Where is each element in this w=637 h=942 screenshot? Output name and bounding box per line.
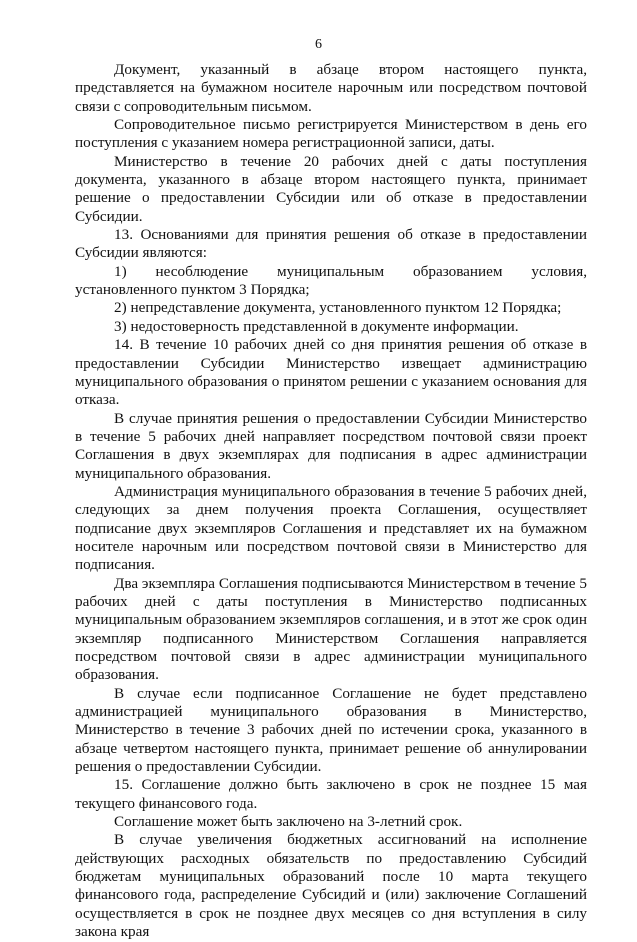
paragraph-refusal-notice: 14. В течение 10 рабочих дней со дня принятия решения об отказе в предоставлении Субсидии Министерство извещает администрацию муниципального образования о принятом решении с указанием основания для отказа. <box>75 336 587 409</box>
paragraph-ministry-signing: Два экземпляра Соглашения подписываются Министерством в течение 5 рабочих дней с даты поступления в Министерство подписанных муниципальным образованием экземпляров соглашения, и в этот же срок один экземпляр подписанного Министерством Соглашения направляется посредством почтовой связи в адрес администрации муниципального образования. <box>75 574 587 684</box>
document-body <box>75 61 587 942</box>
list-item-refusal-ground-3: 3) недостоверность представленной в документе информации. <box>114 317 519 335</box>
paragraph-agreement-deadline: 15. Соглашение должно быть заключено в срок не позднее 15 мая текущего финансового года. <box>75 776 587 812</box>
paragraph-ministry-decision: Министерство в течение 20 рабочих дней с даты поступления документа, указанного в абзаце втором настоящего пункта, принимает решение о предоставлении Субсидии или об отказе в предоставлении Субсидии. <box>75 152 587 225</box>
paragraph-agreement-draft: В случае принятия решения о предоставлении Субсидии Министерство в течение 5 рабочих дней направляет посредством почтовой связи проект Соглашения в двух экземплярах для подписания в адрес администрации муниципального образования. <box>75 409 587 482</box>
page-number: 6 <box>315 37 322 52</box>
paragraph-administration-signing: Администрация муниципального образования в течение 5 рабочих дней, следующих за днем получения проекта Соглашения, осуществляет подписание двух экземпляров Соглашения и представляет их на бумажном носителе нарочным или посредством почтовой связи в Министерство для подписания. <box>75 482 587 574</box>
paragraph-document-submission: Документ, указанный в абзаце втором настоящего пункта, представляется на бумажном носителе нарочным или посредством почтовой связи с сопроводительным письмом. <box>75 61 587 115</box>
paragraph-cover-letter-registration: Сопроводительное письмо регистрируется Министерством в день его поступления с указанием номера регистрационной записи, даты. <box>75 116 587 152</box>
paragraph-agreement-term: Соглашение может быть заключено на 3-летний срок. <box>114 813 463 831</box>
paragraph-annulment: В случае если подписанное Соглашение не будет представлено администрацией муниципального образования в Министерство, Министерство в течение 3 рабочих дней по истечении срока, указанного в абзаце четвертом настоящего пункта, принимает решение об аннулировании решения о предоставлении Субсидии. <box>75 684 587 776</box>
list-item-refusal-ground-2: 2) непредставление документа, установленного пунктом 12 Порядка; <box>114 299 562 317</box>
paragraph-refusal-grounds: 13. Основаниями для принятия решения об отказе в предоставлении Субсидии являются: <box>75 226 587 262</box>
list-item-refusal-ground-1: 1) несоблюдение муниципальным образованием условия, установленного пунктом 3 Порядка; <box>75 262 587 299</box>
paragraph-budget-increase: В случае увеличения бюджетных ассигнований на исполнение действующих расходных обязательств по предоставлению Субсидий бюджетам муниципальных образований после 10 марта текущего финансового года, распределение Субсидий и (или) заключение Соглашений осуществляется в срок не позднее двух месяцев со дня вступления в силу закона края <box>75 831 587 941</box>
